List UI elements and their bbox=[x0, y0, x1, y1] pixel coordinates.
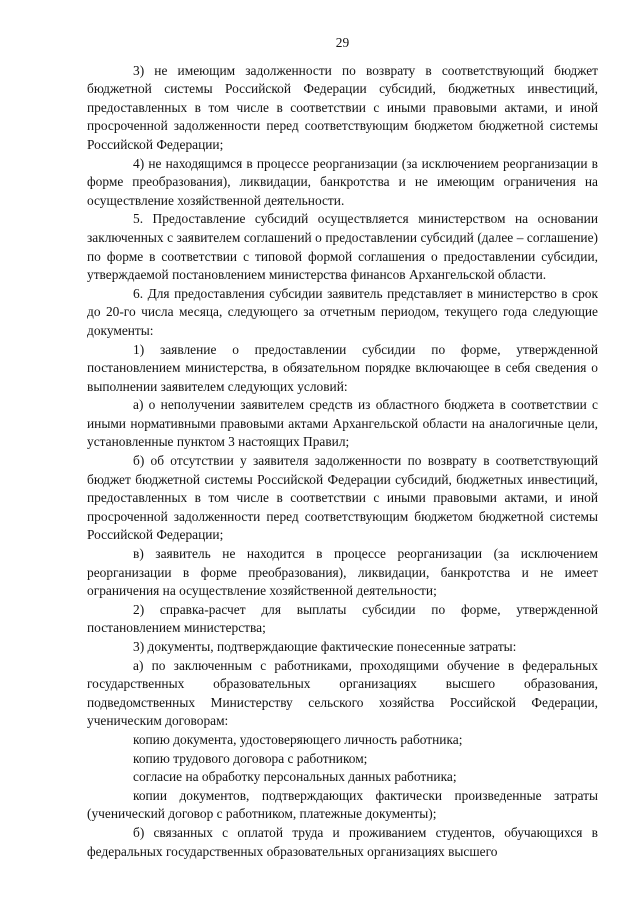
paragraph-consent: согласие на обработку персональных данных работника; bbox=[133, 769, 457, 785]
paragraph-item-1-application: 1) заявление о предоставлении субсидии по форме, утвержденной постановлением министерства, в обязательном порядке включающее в себя сведения о выполнении заявителем следующих условий: bbox=[87, 341, 598, 394]
paragraph-docs-sub-b: б) связанных с оплатой труда и проживанием студентов, обучающихся в федеральных государственных образовательных организациях высшего bbox=[87, 824, 598, 859]
paragraph-clause-6: 6. Для предоставления субсидии заявитель представляет в министерство в срок до 20-го числа месяца, следующего за отчетным периодом, текущего года следующие документы: bbox=[87, 285, 598, 338]
paragraph-clause-5: 5. Предоставление субсидий осуществляется министерством на основании заключенных с заявителем соглашений о предоставлении субсидий (далее – соглашение) по форме в соответствии с типовой формой соглашения о предоставлении субсидии, утверждаемой постановлением министерства финансов Архангельской области. bbox=[87, 211, 598, 283]
paragraph-item-2-calculation: 2) справка-расчет для выплаты субсидии по форме, утвержденной постановлением министерства; bbox=[87, 601, 598, 636]
paragraph-docs-sub-a: а) по заключенным с работниками, проходящими обучение в федеральных государственных образовательных организациях высшего образования, подведомственных Министерству сельского хозяйства Российской Федерации, ученическим договорам: bbox=[87, 657, 598, 729]
paragraph-expense-docs: копии документов, подтверждающих фактически произведенные затраты (ученический договор с работником, платежные документы); bbox=[87, 787, 598, 822]
paragraph-sub-b: б) об отсутствии у заявителя задолженности по возврату в соответствующий бюджет бюджетной системы Российской Федерации субсидий, бюджетных инвестиций, предоставленных в том числе в соответствии с иными правовыми актами, и иной просроченной задолженности перед соответствующим бюджетом бюджетной системы Российской Федерации; bbox=[87, 453, 598, 543]
paragraph-item-3: 3) не имеющим задолженности по возврату в соответствующий бюджет бюджетной системы Российской Федерации субсидий, бюджетных инвестиций, предоставленных в том числе в соответствии с иными правовыми актами, и иной просроченной задолженности перед соответствующим бюджетом бюджетной системы Российской Федерации; bbox=[87, 62, 598, 152]
paragraph-id-copy: копию документа, удостоверяющего личность работника; bbox=[133, 731, 463, 747]
paragraph-item-3-documents: 3) документы, подтверждающие фактические понесенные затраты: bbox=[133, 639, 517, 654]
paragraph-sub-v: в) заявитель не находится в процессе реорганизации (за исключением реорганизации в форме преобразования), ликвидации, банкротства и не имеет ограничения на осуществление хозяйственной деятельности; bbox=[87, 546, 598, 599]
paragraph-sub-a: а) о неполучении заявителем средств из областного бюджета в соответствии с иными нормативными правовыми актами Архангельской области на аналогичные цели, установленные пунктом 3 настоящих Правил; bbox=[87, 397, 598, 450]
page-number: 29 bbox=[335, 35, 350, 50]
paragraph-contract-copy: копию трудового договора с работником; bbox=[133, 750, 368, 766]
paragraph-item-4: 4) не находящимся в процессе реорганизации (за исключением реорганизации в форме преобразования), ликвидации, банкротства и не имеющим ограничения на осуществление хозяйственной деятельности. bbox=[87, 155, 598, 208]
